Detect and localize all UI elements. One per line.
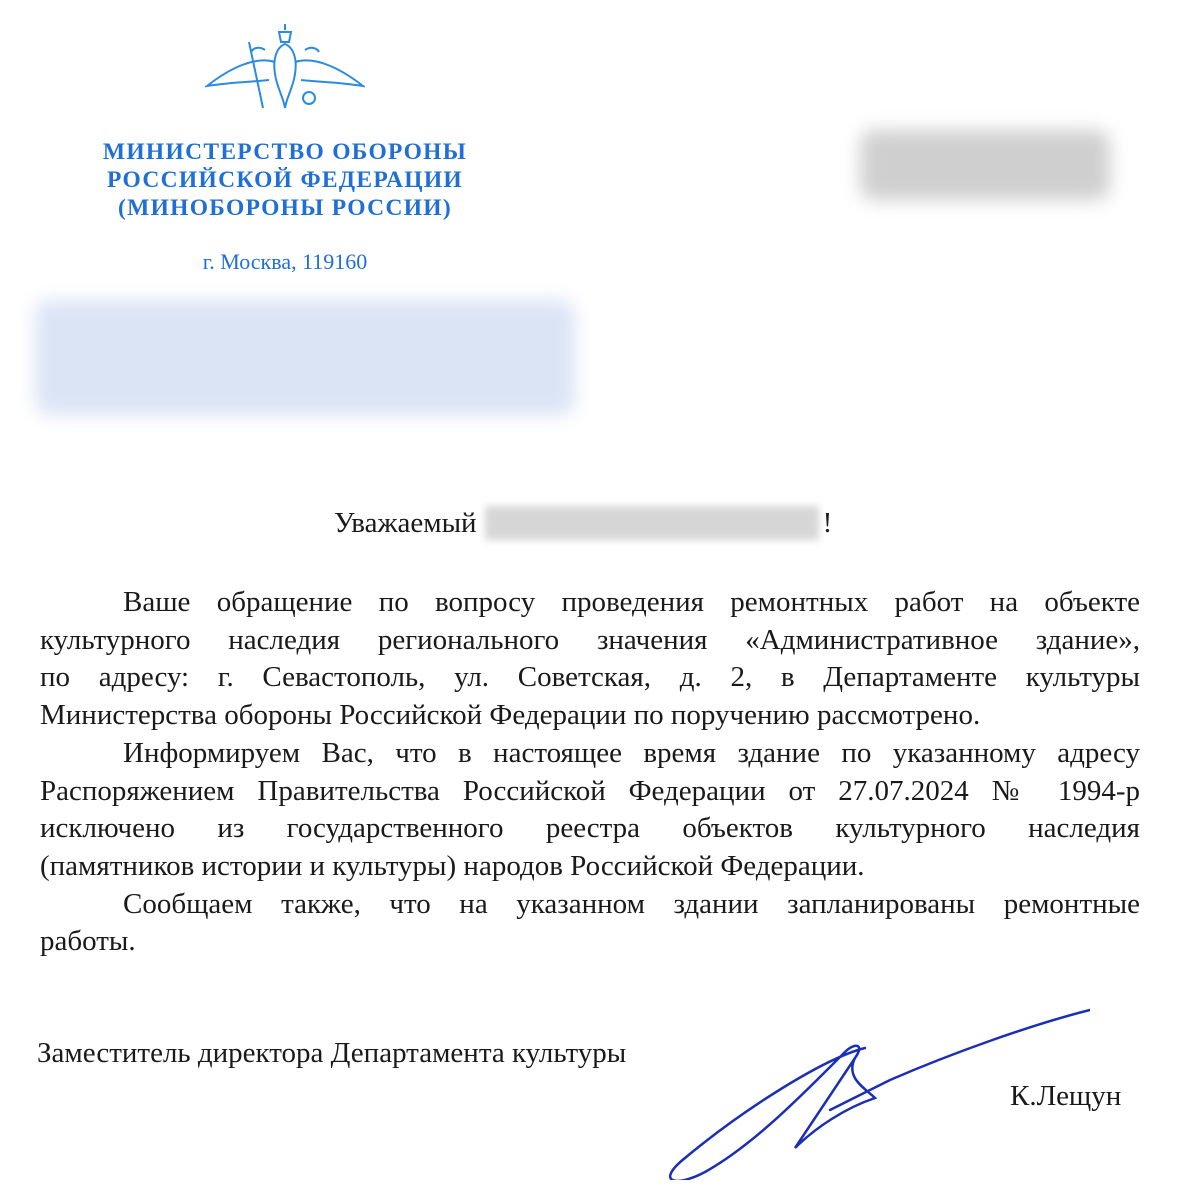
line: Распоряжением Правительства Российской Федерации от 27.07.2024 № 1994-р — [40, 774, 1140, 807]
line: по адресу: г. Севастополь, ул. Советская, д. 2, в Департаменте культуры — [40, 661, 1140, 694]
redacted-contacts — [35, 300, 575, 415]
signatory-name: К.Лещун — [1010, 1080, 1122, 1112]
city-address: г. Москва, 119160 — [202, 249, 368, 274]
redacted-name — [485, 506, 819, 540]
line: культурного наследия регионального значения «Административное здание», — [40, 623, 1140, 656]
organization-name — [80, 138, 490, 222]
salutation — [334, 506, 832, 540]
redacted-recipient — [860, 130, 1110, 200]
paragraph — [40, 735, 1140, 886]
salutation-text: Уважаемый — [334, 507, 477, 539]
org-line: (МИНОБОРОНЫ РОССИИ) — [117, 195, 453, 221]
letter-body — [40, 584, 1140, 961]
org-line: МИНИСТЕРСТВО ОБОРОНЫ — [102, 139, 468, 165]
signatory-title: Заместитель директора Департамента культуры — [37, 1037, 627, 1069]
line: работы. — [40, 925, 136, 958]
line: Сообщаем также, что на указанном здании запланированы ремонтные — [123, 887, 1140, 920]
line: Ваше обращение по вопросу проведения ремонтных работ на объекте — [123, 586, 1140, 618]
salutation-end: ! — [822, 507, 833, 539]
line: Информируем Вас, что в настоящее время здание по указанному адресу — [123, 736, 1140, 769]
eagle-emblem-icon — [205, 22, 365, 122]
paragraph — [40, 584, 1140, 735]
line: Министерства обороны Российской Федерации по поручению рассмотрено. — [40, 699, 981, 732]
paragraph — [40, 886, 1140, 961]
line: (памятников истории и культуры) народов Российской Федерации. — [40, 849, 865, 882]
org-line: РОССИЙСКОЙ ФЕДЕРАЦИИ — [107, 167, 463, 193]
line: исключено из государственного реестра объектов культурного наследия — [40, 812, 1140, 845]
